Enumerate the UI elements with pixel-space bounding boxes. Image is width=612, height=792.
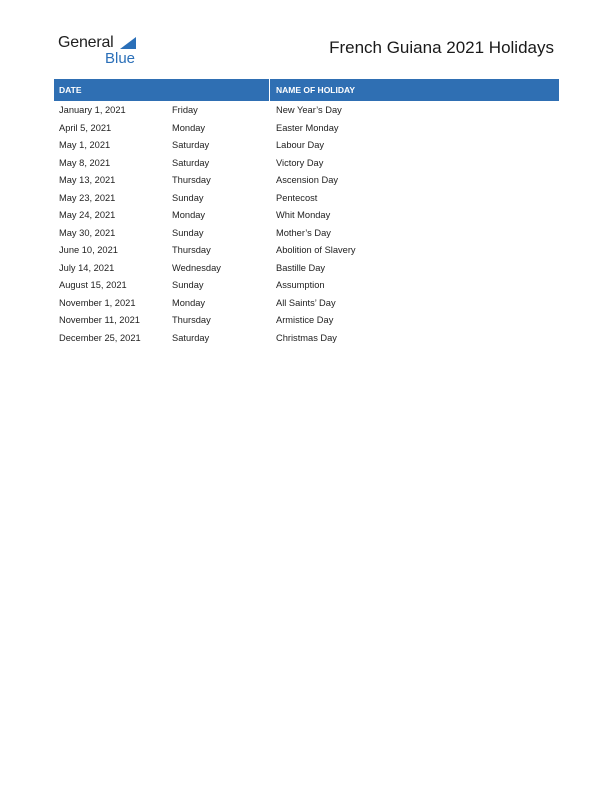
table-row — [54, 225, 559, 243]
holiday-date: July 14, 2021 — [59, 262, 115, 273]
holiday-table-body — [54, 102, 559, 347]
table-header — [54, 79, 559, 101]
holiday-name: New Year’s Day — [276, 105, 342, 115]
holiday-date: May 13, 2021 — [59, 175, 116, 185]
page-title: French Guiana 2021 Holidays — [329, 38, 554, 57]
generalblue-logo — [58, 34, 148, 70]
holiday-date: May 30, 2021 — [59, 227, 116, 238]
table-row — [54, 155, 559, 173]
holiday-name: All Saints’ Day — [276, 297, 336, 308]
table-row — [54, 207, 559, 225]
column-divider — [269, 79, 270, 101]
holiday-weekday: Thursday — [172, 175, 211, 185]
table-row — [54, 120, 559, 138]
column-header-date: DATE — [59, 85, 82, 95]
holiday-name: Easter Monday — [276, 122, 339, 133]
holiday-weekday: Thursday — [172, 245, 211, 255]
holiday-date: August 15, 2021 — [59, 280, 127, 290]
holiday-name: Pentecost — [276, 192, 318, 203]
holiday-name: Victory Day — [276, 157, 324, 168]
holiday-date: June 10, 2021 — [59, 245, 118, 255]
holiday-name: Labour Day — [276, 140, 325, 150]
holiday-weekday: Saturday — [172, 140, 210, 150]
holiday-weekday: Sunday — [172, 192, 204, 203]
holiday-weekday: Thursday — [172, 315, 211, 325]
triangle-mark-icon — [120, 37, 136, 49]
holiday-name: Assumption — [276, 280, 325, 290]
logo-text-general: General — [58, 34, 114, 51]
holiday-weekday: Sunday — [172, 280, 204, 290]
table-row — [54, 137, 559, 155]
holiday-date: May 23, 2021 — [59, 192, 116, 203]
table-row — [54, 190, 559, 208]
holiday-weekday: Wednesday — [172, 262, 221, 273]
table-row — [54, 295, 559, 313]
holiday-name: Armistice Day — [276, 315, 334, 325]
holiday-date: May 1, 2021 — [59, 140, 111, 150]
column-header-holiday: NAME OF HOLIDAY — [276, 85, 356, 95]
holiday-weekday: Monday — [172, 122, 206, 133]
holiday-date: November 11, 2021 — [59, 315, 140, 325]
holiday-date: May 24, 2021 — [59, 210, 116, 220]
table-row — [54, 172, 559, 190]
holiday-date: April 5, 2021 — [59, 122, 112, 133]
holiday-weekday: Saturday — [172, 332, 210, 343]
holiday-name: Christmas Day — [276, 332, 337, 343]
table-row — [54, 102, 559, 120]
holiday-name: Bastille Day — [276, 262, 326, 273]
holiday-name: Whit Monday — [276, 210, 331, 220]
holiday-name: Ascension Day — [276, 175, 339, 185]
table-row — [54, 260, 559, 278]
holiday-weekday: Monday — [172, 210, 206, 220]
holiday-weekday: Sunday — [172, 227, 204, 238]
holiday-date: May 8, 2021 — [59, 157, 111, 168]
holiday-weekday: Saturday — [172, 157, 210, 168]
table-row — [54, 312, 559, 330]
holiday-name: Mother’s Day — [276, 227, 331, 238]
table-row — [54, 242, 559, 260]
holiday-name: Abolition of Slavery — [276, 245, 356, 255]
holiday-date: January 1, 2021 — [59, 105, 126, 115]
holiday-date: November 1, 2021 — [59, 297, 136, 308]
table-row — [54, 277, 559, 295]
logo-text-blue: Blue — [105, 50, 136, 67]
holiday-weekday: Friday — [172, 105, 198, 115]
holiday-weekday: Monday — [172, 297, 206, 308]
table-row — [54, 330, 559, 348]
holiday-date: December 25, 2021 — [59, 332, 141, 343]
